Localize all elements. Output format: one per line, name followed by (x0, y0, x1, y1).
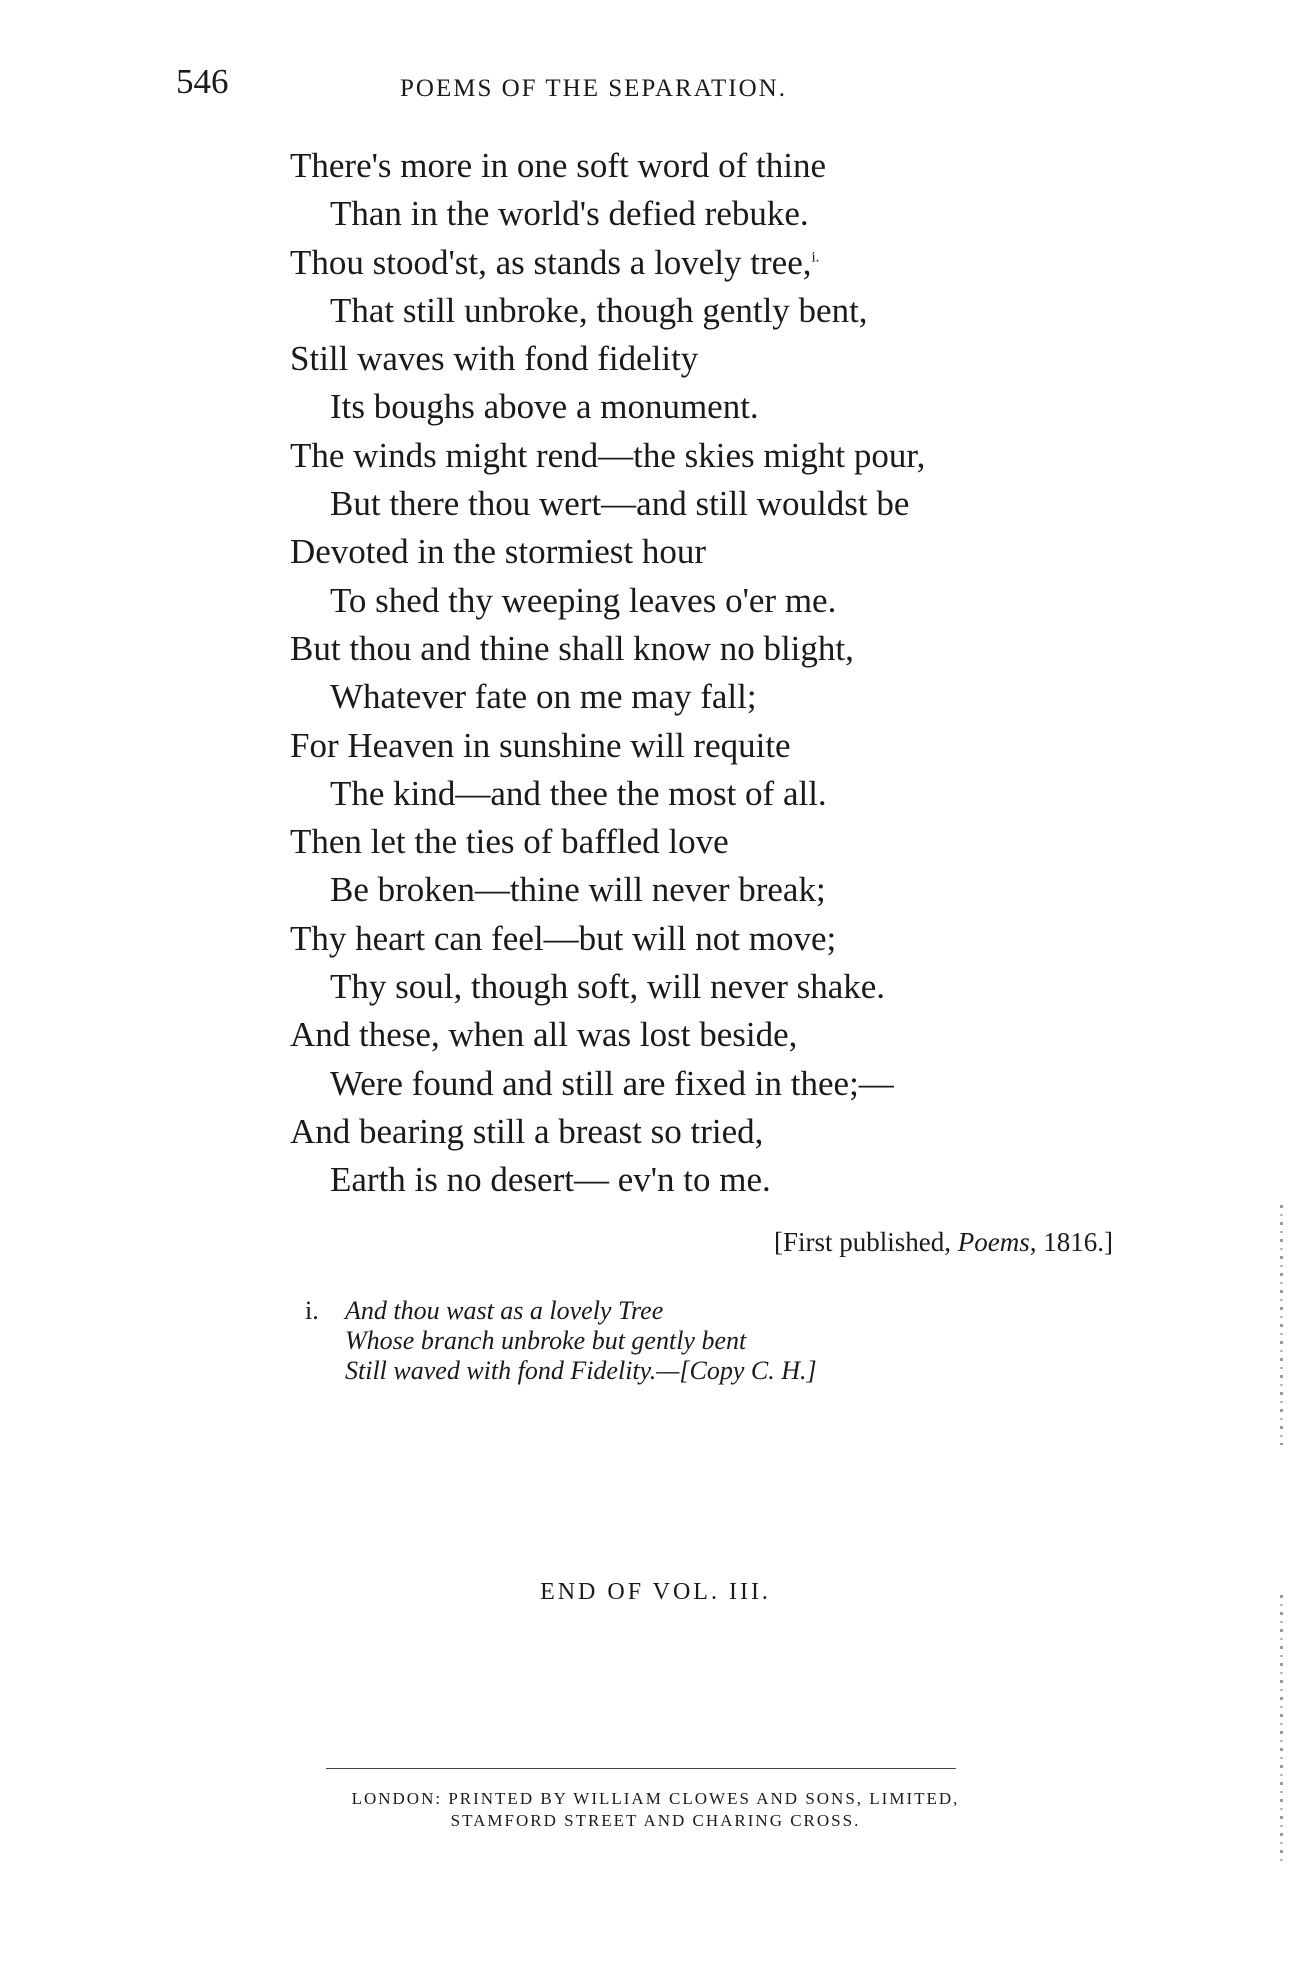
poem-line-text: Were found and still are fixed in thee;— (330, 1063, 894, 1103)
poem-line-text: Its boughs above a monument. (330, 387, 759, 427)
publication-note-year: 1816.] (1043, 1227, 1113, 1257)
poem-line-text: Than in the world's defied rebuke. (330, 194, 809, 234)
poem-line (290, 239, 925, 287)
poem-line (290, 915, 925, 963)
imprint-line: LONDON: PRINTED BY WILLIAM CLOWES AND SONS, LIMITED, (351, 1789, 960, 1808)
poem-line (290, 335, 925, 383)
footnote-lines (345, 1296, 817, 1386)
poem-line-text: Thy heart can feel—but will not move; (290, 918, 837, 958)
footnote-reference: i. (811, 248, 820, 265)
divider-rule (326, 1768, 956, 1769)
poem-line (290, 432, 925, 480)
poem-line (290, 625, 925, 673)
poem-line (290, 1156, 925, 1204)
poem-line-text: And bearing still a breast so tried, (290, 1111, 764, 1151)
poem-line-text: Whatever fate on me may fall; (330, 677, 757, 717)
poem-line (290, 480, 925, 528)
publication-note-prefix: [First published, (774, 1227, 952, 1257)
poem-line (290, 722, 925, 770)
poem-line (290, 770, 925, 818)
poem-line-text: Still waves with fond fidelity (290, 339, 699, 379)
poem-line (290, 1060, 925, 1108)
poem-line-text: For Heaven in sunshine will requite (290, 725, 791, 765)
poem-line (290, 383, 925, 431)
poem-line-text: That still unbroke, though gently bent, (330, 290, 868, 330)
poem-line (290, 818, 925, 866)
footnote-line: And thou wast as a lovely Tree (345, 1296, 664, 1325)
poem-line-text: But there thou wert—and still wouldst be (330, 484, 910, 524)
publication-note-work: Poems, (957, 1227, 1037, 1257)
poem-line-text: Be broken—thine will never break; (330, 870, 826, 910)
poem-line-text: The kind—and thee the most of all. (330, 773, 827, 813)
poem-body (290, 142, 925, 1205)
poem-line-text: And these, when all was lost beside, (290, 1015, 798, 1055)
scan-edge-mark (1280, 1595, 1283, 1865)
poem-line (290, 1011, 925, 1059)
poem-line-text: The winds might rend—the skies might pour, (290, 435, 926, 475)
poem-line (290, 528, 925, 576)
end-of-volume: END OF VOL. III. (540, 1579, 771, 1605)
poem-line-text: There's more in one soft word of thine (290, 146, 827, 185)
poem-line-text: But thou and thine shall know no blight, (290, 628, 854, 668)
poem-line (290, 963, 925, 1011)
publication-note (774, 1226, 1113, 1258)
poem-line-text: Devoted in the stormiest hour (290, 532, 707, 572)
poem-line-text: To shed thy weeping leaves o'er me. (330, 580, 837, 620)
scan-edge-mark (1280, 1205, 1283, 1445)
poem-line-text: Thy soul, though soft, will never shake. (330, 967, 886, 1007)
poem-line (290, 866, 925, 914)
footnote (305, 1296, 817, 1386)
poem-line (290, 673, 925, 721)
footnote-line: Still waved with fond Fidelity.—[Copy C. H.] (345, 1356, 817, 1385)
poem-line (290, 577, 925, 625)
printer-imprint (0, 1788, 1311, 1832)
poem-line (290, 142, 925, 190)
poem-line (290, 190, 925, 238)
poem-line-text: Earth is no desert— ev'n to me. (330, 1160, 771, 1200)
page-number: 546 (176, 62, 229, 101)
poem-line-text: Then let the ties of baffled love (290, 822, 729, 862)
poem-line-text: Thou stood'st, as stands a lovely tree, (290, 242, 812, 282)
footnote-marker: i. (305, 1296, 319, 1325)
footnote-line: Whose branch unbroke but gently bent (345, 1326, 747, 1355)
poem-line (290, 287, 925, 335)
running-head: POEMS OF THE SEPARATION. (400, 75, 787, 102)
poem-line (290, 1108, 925, 1156)
imprint-line: STAMFORD STREET AND CHARING CROSS. (450, 1811, 861, 1830)
